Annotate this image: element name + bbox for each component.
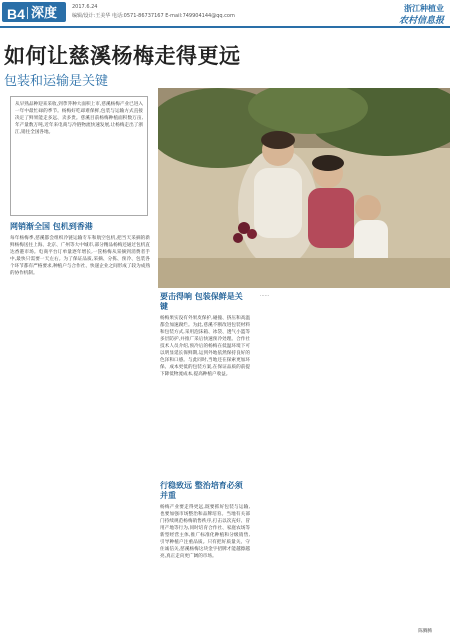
- section-body-2: 杨梅果实没有外果皮保护,碰撞、挤压和高温都会加速腐烂。为此,慈溪不断改进包装材料和包装方式,采用泡沫箱、冰袋、透气小篮等多层防护,并推广采后快速预冷处理。合作社技术人员介绍,预冷后的杨梅在低温环境下可以明显延长保鲜期,运到外地依然保持良好的色泽和口感。与此同时,当地还在探索更加环保、成本更低的包装方案,在保证品质的前提下降低物流成本,提高种植户收益。: [160, 316, 250, 377]
- column-3: [260, 292, 440, 622]
- publication-name-line1: 浙江种植业: [404, 3, 444, 13]
- column-2: [160, 292, 250, 632]
- feature-photo: [158, 88, 450, 288]
- subheadline: 包装和运输是关键: [4, 74, 109, 89]
- section-body-3: 杨梅产业要走得更远,既要抓好包装与运输,也要加强市场整治和品牌培育。当地有关部门持续规范杨梅销售秩序,打击以次充好、冒用产地等行为,同时培育合作社、家庭农场等新型经营主体,推广标准化种植和分级销售,引导种植户注重品质。只有把好质量关、守住诚信关,慈溪杨梅这块金字招牌才能越擦越亮,真正走向更广阔的市场。: [160, 505, 250, 559]
- publication-name-line2: 农村信息报: [398, 16, 444, 26]
- section-badge: [2, 2, 66, 22]
- section-heading-1: 网销渐全国 包机到香港: [10, 222, 93, 231]
- continued-text: ……: [260, 293, 270, 298]
- section-heading-3: 行稳致远 整治培育必须并重: [160, 481, 243, 500]
- section-heading-2: 要击得响 包装保鲜是关键: [160, 292, 243, 311]
- section-body-1: 每年杨梅季,慈溪都会组织冷链运输专车和航空包机,把当天采摘的新鲜杨梅送往上海、北京、广州等大中城市,部分精品杨梅还通过包机直达香港市场。电商平台订单量逐年增长,一筐杨梅从采摘到消费者手中,最快只需要一天左右。为了保证品质,采摘、分拣、预冷、包装各个环节都有严格要求,种植户与合作社、快递企业之间形成了较为成熟的协作机制。: [10, 236, 150, 276]
- masthead: [0, 0, 450, 28]
- byline: 陈腾腾: [418, 629, 432, 634]
- column-1: [10, 222, 150, 632]
- section-title: 深度: [31, 6, 58, 21]
- header-rule: [0, 26, 450, 28]
- issue-date: 2017.6.24: [72, 4, 98, 10]
- headline: 如何让慈溪杨梅走得更远: [4, 44, 241, 68]
- lead-paragraph: 从早熟品种迎来采收,到荸荠种大面积上市,慈溪杨梅产业已进入一年中最忙碌的季节。杨梅好吃却难保鲜,包装与运输方式直接决定了鲜果能走多远、卖多贵。慈溪目前杨梅种植面积数万亩,年产量数万吨,近年来电商与冷链物流快速发展,让杨梅走出了浙江,销往全国各地。: [15, 102, 143, 135]
- editor-contact: 编辑/设计:王美华 电话:0571-86737167 E-mail:749904144@qq.com: [72, 13, 235, 19]
- lead-box: [10, 96, 148, 216]
- page-number: B4: [7, 6, 25, 22]
- family-photo-illustration: [158, 88, 450, 288]
- badge-divider: [27, 7, 28, 19]
